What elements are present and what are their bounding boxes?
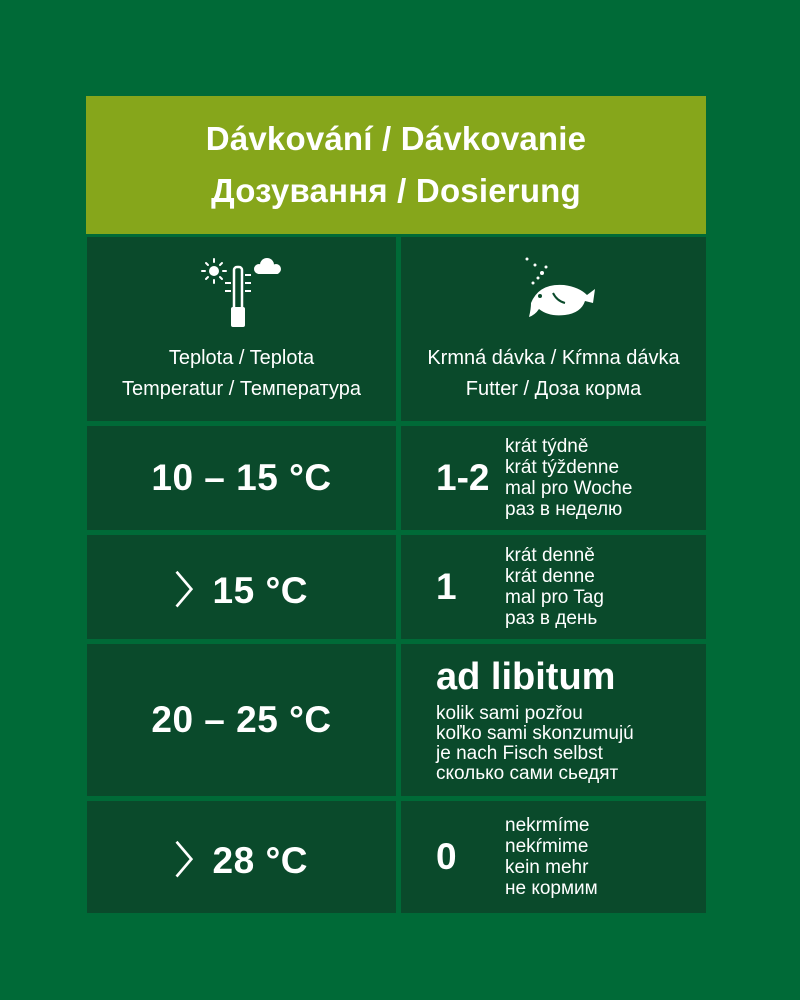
temperature-label-line-1: Teplota / Teplota — [168, 347, 315, 369]
temperature-cell-1 — [87, 426, 396, 530]
dose-text-ru: не кормим — [505, 878, 598, 899]
dose-value: ad libitum — [436, 656, 616, 698]
dose-text-cs: kolik sami pozřou — [436, 703, 583, 724]
dose-value: 1-2 — [436, 457, 490, 498]
dose-text-de: mal pro Tag — [505, 587, 604, 608]
dose-text-ru: сколько сами сьедят — [436, 763, 619, 784]
feed-label-line-1: Krmná dávka / Kŕmna dávka — [427, 347, 680, 369]
temperature-cell-4 — [87, 801, 396, 913]
temperature-cell-3 — [87, 644, 396, 796]
dose-text-cs: krát týdně — [505, 436, 589, 457]
temperature-value: 20 – 25 °C — [151, 699, 332, 740]
dose-text-ru: раз в неделю — [505, 499, 623, 520]
dose-text-sk: koľko sami skonzumujú — [436, 723, 634, 744]
dose-cell-2 — [401, 535, 706, 639]
temperature-label-line-2: Temperatur / Температура — [122, 378, 361, 400]
dose-cell-1 — [401, 426, 706, 530]
dose-text-sk: nekŕmime — [505, 836, 589, 857]
dose-text-de: mal pro Woche — [505, 478, 633, 499]
dose-text-ru: раз в день — [505, 608, 598, 629]
fish-feeding-icon — [509, 253, 599, 333]
dose-text-de: kein mehr — [505, 857, 589, 878]
temperature-value: 10 – 15 °C — [151, 457, 332, 498]
temperature-value: 〉28 °C — [175, 840, 308, 881]
dose-text-de: je nach Fisch selbst — [436, 743, 603, 764]
dose-cell-4 — [401, 801, 706, 913]
feed-label-line-2: Futter / Доза корма — [465, 378, 642, 400]
dose-text-sk: krát týždenne — [505, 457, 620, 478]
dose-text-sk: krát denne — [505, 566, 595, 587]
header-title-line-1: Dávkování / Dávkovanie — [205, 120, 587, 157]
temperature-column-header — [87, 237, 396, 421]
dose-text-cs: krát denně — [505, 545, 595, 566]
dose-cell-3 — [401, 644, 706, 796]
table-header — [86, 96, 706, 234]
dose-value: 0 — [436, 836, 457, 877]
temperature-cell-2 — [87, 535, 396, 639]
dose-value: 1 — [436, 566, 457, 607]
header-title-line-2: Дозування / Dosierung — [211, 172, 581, 209]
temperature-value: 〉15 °C — [175, 570, 308, 611]
dose-text-cs: nekrmíme — [505, 815, 590, 836]
feed-column-header — [401, 237, 706, 421]
thermometer-weather-icon — [197, 253, 287, 333]
